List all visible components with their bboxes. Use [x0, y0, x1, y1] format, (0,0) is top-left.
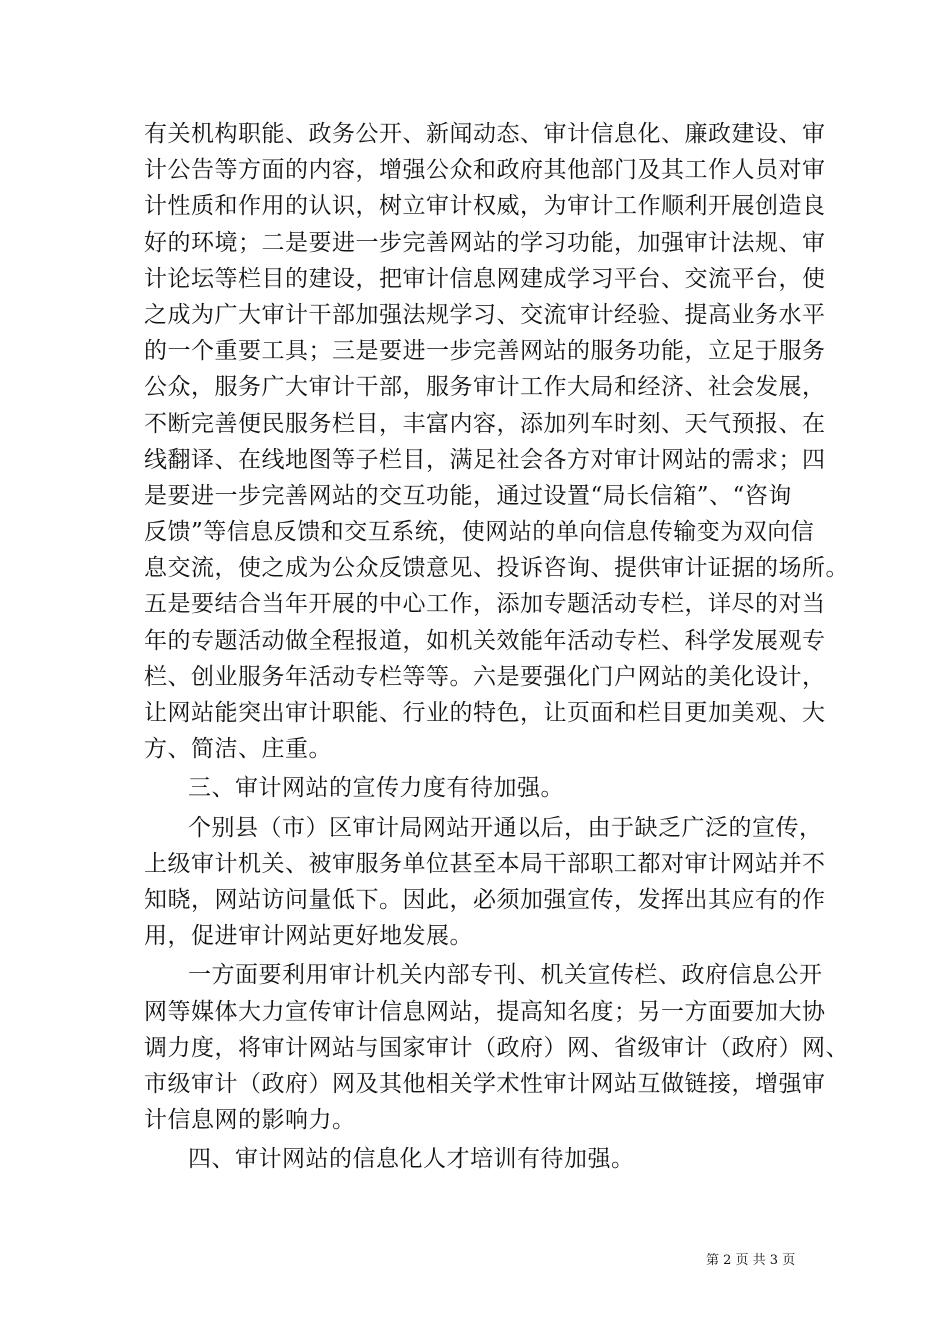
text-line: 计公告等方面的内容，增强公众和政府其他部门及其工作人员对审: [144, 157, 826, 184]
text-line: 线翻译、在线地图等子栏目，满足社会各方对审计网站的需求；四: [144, 446, 826, 473]
text-line: 方、简洁、庄重。: [144, 736, 332, 763]
text-line: 计性质和作用的认识，树立审计权威，为审计工作顺利开展创造良: [144, 193, 826, 220]
text-line: 反馈”等信息反馈和交互系统，使网站的单向信息传输变为双向信: [144, 519, 815, 546]
text-line: 知晓，网站访问量低下。因此，必须加强宣传，发挥出其应有的作: [144, 886, 826, 913]
paragraph-first-line: 个别县（市）区审计局网站开通以后，由于缺乏广泛的宣传，: [188, 814, 823, 841]
section-heading: 三、审计网站的宣传力度有待加强。: [188, 775, 564, 802]
text-line: 计信息网的影响力。: [144, 1107, 356, 1134]
text-line: 让网站能突出审计职能、行业的特色，让页面和栏目更加美观、大: [144, 700, 826, 726]
paragraph-first-line: 一方面要利用审计机关内部专刊、机关宣传栏、政府信息公开: [188, 962, 823, 989]
text-line: 调力度，将审计网站与国家审计（政府）网、省级审计（政府）网、: [144, 1034, 849, 1061]
text-line: 不断完善便民服务栏目，丰富内容，添加列车时刻、天气预报、在: [144, 410, 826, 437]
text-line: 息交流，使之成为公众反馈意见、投诉咨询、提供审计证据的场所。: [144, 555, 849, 582]
page-number-footer: 第 2 页 共 3 页: [706, 1253, 796, 1268]
document-body: [144, 116, 849, 1177]
text-line: 市级审计（政府）网及其他相关学术性审计网站互做链接，增强审: [144, 1070, 826, 1097]
text-line: 上级审计机关、被审服务单位甚至本局干部职工都对审计网站并不: [144, 850, 826, 877]
text-line: 有关机构职能、政务公开、新闻动态、审计信息化、廉政建设、审: [144, 121, 826, 147]
text-line: 计论坛等栏目的建设，把审计信息网建成学习平台、交流平台，使: [144, 265, 826, 292]
text-line: 五是要结合当年开展的中心工作，添加专题活动专栏，详尽的对当: [144, 591, 826, 618]
text-line: 是要进一步完善网站的交互功能，通过设置“局长信箱”、“咨询: [144, 482, 792, 509]
text-line: 公众，服务广大审计干部，服务审计工作大局和经济、社会发展，: [144, 374, 826, 401]
text-line: 用，促进审计网站更好地发展。: [144, 923, 473, 950]
text-line: 的一个重要工具；三是要进一步完善网站的服务功能，立足于服务: [144, 338, 826, 365]
text-line: 好的环境；二是要进一步完善网站的学习功能，加强审计法规、审: [144, 229, 826, 256]
section-heading: 四、审计网站的信息化人才培训有待加强。: [188, 1146, 635, 1173]
text-line: 网等媒体大力宣传审计信息网站，提高知名度；另一方面要加大协: [144, 998, 826, 1025]
text-line: 之成为广大审计干部加强法规学习、交流审计经验、提高业务水平: [144, 301, 826, 328]
text-line: 栏、创业服务年活动专栏等等。六是要强化门户网站的美化设计，: [144, 663, 826, 690]
text-line: 年的专题活动做全程报道，如机关效能年活动专栏、科学发展观专: [144, 627, 826, 654]
